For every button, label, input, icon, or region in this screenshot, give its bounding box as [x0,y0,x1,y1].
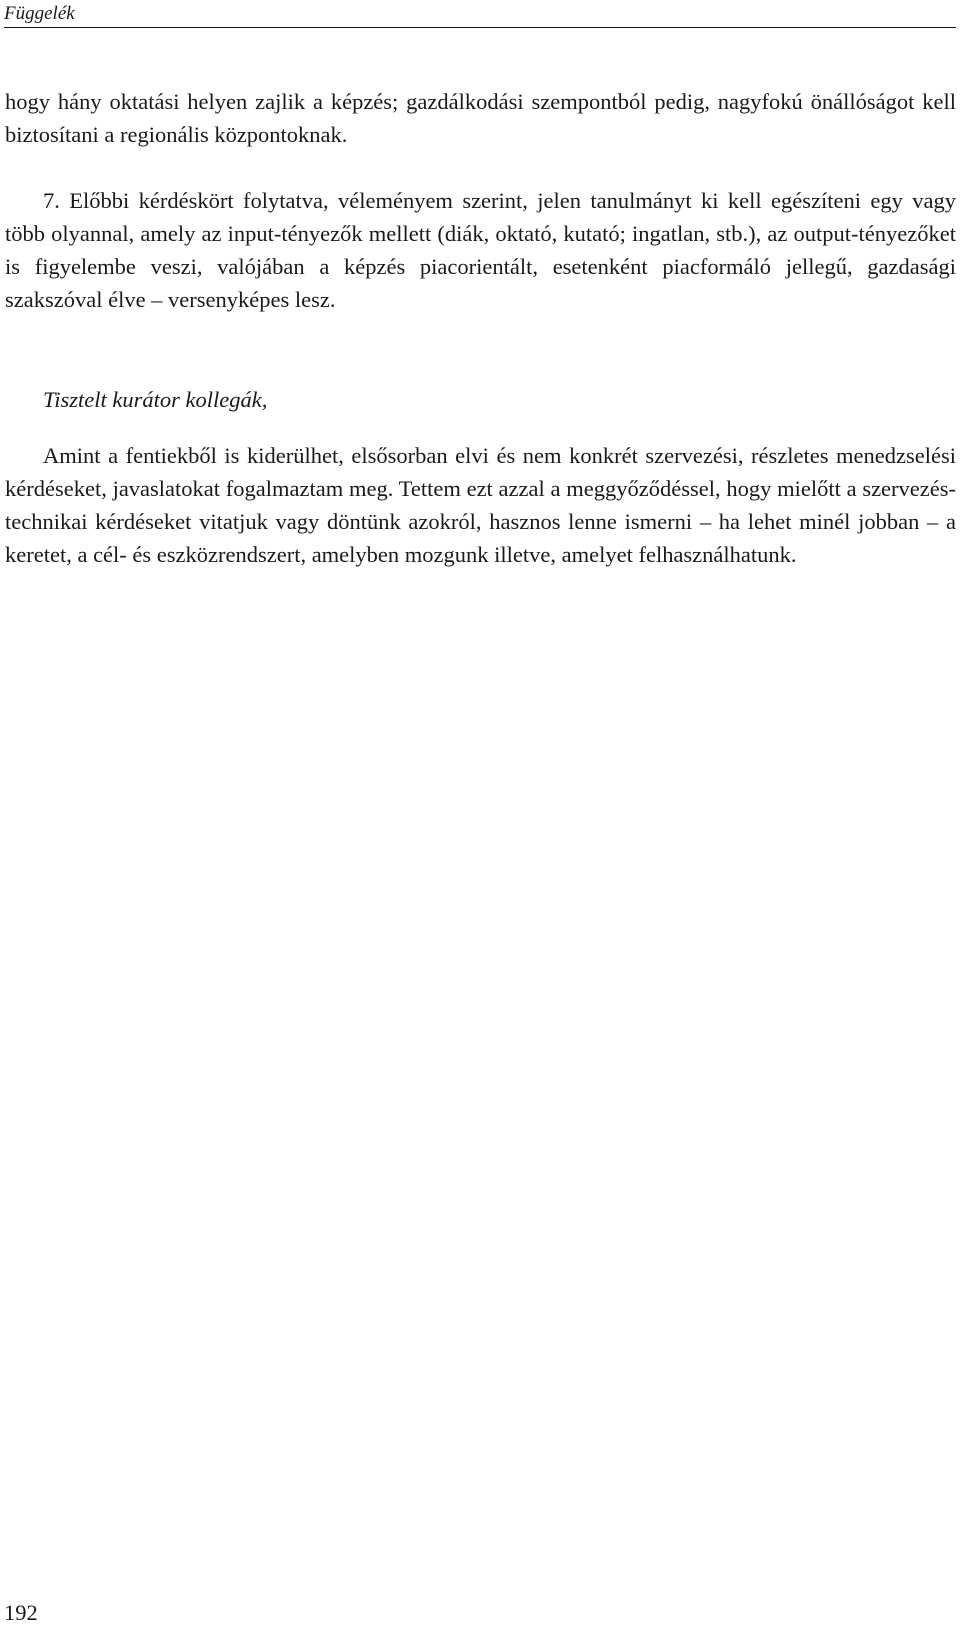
paragraph-continuation: hogy hány oktatási helyen zajlik a képzés; gazdálkodási szempontból pedig, nagyfokú önállóságot kell biztosítani a regionális központoknak. [5,89,956,147]
running-head: Függelék [4,3,75,24]
paragraph-conclusion: Amint a fentiekből is kiderülhet, elsősorban elvi és nem konkrét szervezési, részletes menedzselési kérdéseket, javaslatokat fogalmaztam meg. Tettem ezt azzal a meggyőződéssel, hogy mielőtt a szervezés-technikai kérdéseket vitatjuk vagy döntünk azokról, hasznos lenne ismerni – ha lehet minél jobban – a keretet, a cél- és eszközrendszert, amelyben mozgunk illetve, amelyet felhasználhatunk. [5,443,956,567]
paragraph-point-7: 7. Előbbi kérdéskört folytatva, véleményem szerint, jelen tanulmányt ki kell egészíteni egy vagy több olyannal, amely az input-tényezők mellett (diák, oktató, kutató; ingatlan, stb.), az output-tényezőket is figyelembe veszi, valójában a képzés piacorientált, esetenként piacformáló jellegű, gazdasági szakszóval élve – versenyképes lesz. [5,188,956,312]
salutation: Tisztelt kurátor kollegák, [43,387,268,412]
page-number: 192 [4,1600,38,1625]
header-rule [4,27,956,28]
